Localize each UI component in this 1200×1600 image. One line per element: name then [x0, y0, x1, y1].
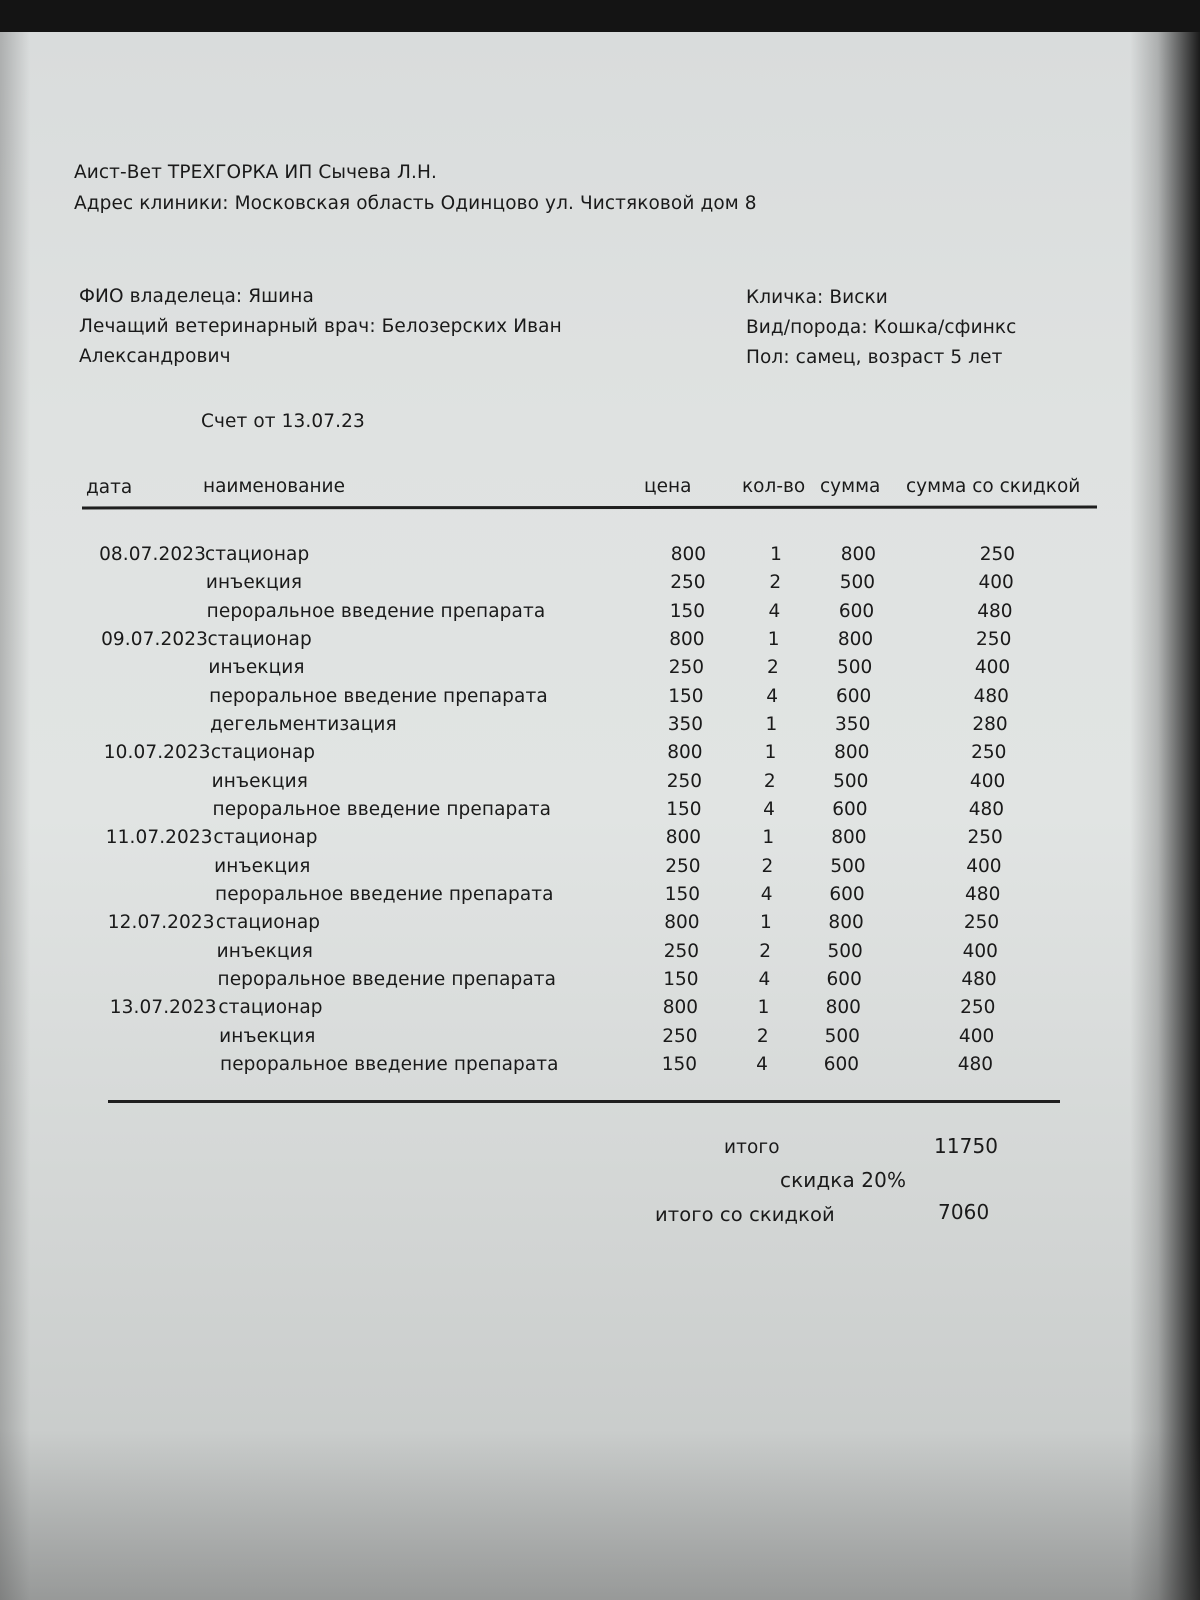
row-sum: 500 [830, 855, 866, 877]
row-qty: 1 [757, 997, 770, 1019]
table-row [0, 572, 1200, 600]
row-qty: 4 [766, 685, 778, 707]
row-sum: 600 [829, 884, 865, 905]
row-discounted-sum: 480 [965, 884, 1001, 905]
row-discounted-sum: 250 [963, 912, 1000, 934]
row-sum: 600 [823, 1054, 859, 1075]
row-discounted-sum: 400 [969, 770, 1006, 792]
row-name: инъекция [211, 770, 308, 792]
table-row [0, 601, 1200, 629]
row-qty: 2 [763, 770, 776, 792]
row-name: стационар [207, 629, 312, 650]
row-name: инъекция [214, 855, 311, 877]
header-qty: кол-во [742, 476, 806, 497]
row-qty: 4 [758, 969, 771, 990]
table-row [0, 742, 1200, 770]
row-price: 250 [663, 940, 699, 962]
row-qty: 2 [756, 1025, 769, 1047]
row-sum: 600 [835, 685, 872, 707]
row-name: дегельментизация [210, 714, 397, 735]
row-qty: 1 [762, 827, 775, 849]
row-qty: 2 [766, 657, 779, 679]
row-qty: 1 [759, 912, 772, 934]
row-discounted-sum: 480 [977, 600, 1013, 622]
header-rule [82, 506, 1097, 510]
row-qty: 2 [769, 572, 782, 594]
header-date: дата [86, 477, 133, 498]
row-date: 13.07.2023 [109, 997, 217, 1019]
row-qty: 4 [768, 600, 781, 622]
row-price: 150 [661, 1054, 697, 1075]
total-label: итого [724, 1137, 780, 1158]
row-discounted-sum: 400 [966, 855, 1002, 877]
row-name: инъекция [219, 1025, 316, 1047]
row-discounted-sum: 480 [961, 969, 997, 990]
row-name: пероральное введение препарата [217, 969, 557, 990]
row-discounted-sum: 480 [968, 799, 1004, 820]
row-discounted-sum: 250 [967, 827, 1003, 849]
row-qty: 4 [756, 1054, 768, 1075]
row-name: инъекция [216, 940, 313, 962]
table-row [0, 1026, 1200, 1054]
row-qty: 1 [770, 544, 782, 565]
row-sum: 350 [835, 714, 871, 735]
row-qty: 2 [761, 855, 774, 877]
row-discounted-sum: 250 [979, 544, 1015, 565]
row-sum: 600 [838, 600, 875, 622]
pet-sex-age: Пол: самец, возраст 5 лет [746, 347, 1003, 368]
header-price: цена [644, 476, 692, 497]
row-name: стационар [210, 742, 316, 764]
row-discounted-sum: 480 [973, 685, 1009, 707]
header-discounted-sum: сумма со скидкой [906, 476, 1081, 497]
pet-species: Вид/порода: Кошка/сфинкс [746, 317, 1017, 338]
row-qty: 4 [760, 884, 773, 905]
row-price: 800 [664, 912, 700, 934]
table-row [0, 771, 1200, 799]
row-sum: 500 [833, 770, 869, 792]
row-qty: 1 [767, 629, 780, 650]
table-row [0, 969, 1200, 997]
row-name: пероральное введение препарата [206, 600, 546, 622]
row-price: 150 [664, 884, 700, 905]
table-row [0, 629, 1200, 657]
doctor-name-continued: Александрович [79, 346, 231, 367]
row-date: 08.07.2023 [99, 544, 206, 565]
row-sum: 500 [839, 572, 876, 594]
row-price: 150 [668, 685, 704, 707]
row-discounted-sum: 250 [971, 742, 1007, 764]
clinic-address: Адрес клиники: Московская область Одинцово ул. Чистяковой дом 8 [74, 193, 757, 214]
row-discounted-sum: 480 [957, 1054, 993, 1075]
pet-nickname: Кличка: Виски [746, 287, 888, 308]
row-date: 12.07.2023 [107, 912, 215, 934]
owner-name: ФИО владелеца: Яшина [79, 286, 314, 307]
row-price: 150 [669, 600, 705, 622]
row-name: стационар [213, 827, 318, 849]
table-row [0, 997, 1200, 1025]
clinic-name: Аист-Вет ТРЕХГОРКА ИП Сычева Л.Н. [74, 162, 437, 183]
row-sum: 800 [825, 997, 861, 1019]
row-name: стационар [215, 912, 321, 934]
invoice-title: Счет от 13.07.23 [201, 411, 365, 432]
row-price: 800 [669, 629, 705, 650]
row-sum: 800 [834, 742, 870, 764]
table-row [0, 856, 1200, 884]
row-sum: 500 [827, 940, 863, 962]
row-name: инъекция [205, 572, 303, 594]
row-sum: 600 [826, 969, 862, 990]
table-row [0, 884, 1200, 912]
row-price: 150 [663, 969, 699, 990]
row-sum: 500 [824, 1025, 860, 1047]
row-price: 250 [668, 657, 704, 679]
row-sum: 800 [831, 827, 867, 849]
table-row [0, 827, 1200, 855]
row-name: стационар [218, 997, 323, 1019]
row-discounted-sum: 250 [976, 629, 1012, 650]
row-discounted-sum: 250 [960, 997, 996, 1019]
table-row [0, 799, 1200, 827]
row-discounted-sum: 400 [958, 1025, 995, 1047]
table-row [0, 686, 1200, 714]
row-price: 800 [662, 997, 698, 1019]
row-price: 800 [667, 742, 703, 764]
row-price: 800 [665, 827, 701, 849]
row-qty: 2 [759, 940, 771, 962]
row-price: 800 [670, 544, 706, 565]
discount-label: скидка 20% [780, 1168, 907, 1192]
row-name: пероральное введение препарата [215, 884, 554, 905]
row-name: инъекция [208, 657, 305, 679]
row-price: 250 [665, 855, 701, 877]
row-price: 250 [670, 572, 706, 594]
row-price: 150 [666, 799, 702, 820]
row-discounted-sum: 400 [962, 940, 998, 962]
table-row [0, 912, 1200, 940]
table-row [0, 657, 1200, 685]
row-sum: 800 [840, 544, 876, 565]
row-date: 10.07.2023 [103, 742, 211, 764]
table-row [0, 544, 1200, 572]
discounted-total-value: 7060 [938, 1200, 990, 1224]
row-name: пероральное введение препарата [220, 1054, 559, 1075]
row-sum: 800 [828, 912, 864, 934]
row-qty: 1 [765, 714, 778, 735]
table-row [0, 941, 1200, 969]
total-value: 11750 [934, 1134, 999, 1158]
row-discounted-sum: 400 [974, 657, 1011, 679]
header-sum: сумма [820, 476, 881, 497]
row-price: 250 [666, 770, 702, 792]
row-date: 11.07.2023 [105, 827, 213, 849]
row-date: 09.07.2023 [101, 629, 208, 650]
row-discounted-sum: 280 [972, 714, 1008, 735]
row-price: 350 [667, 714, 703, 735]
table-row [0, 714, 1200, 742]
row-qty: 4 [763, 799, 775, 820]
doctor-name: Лечащий ветеринарный врач: Белозерских Иван [79, 316, 562, 337]
row-qty: 1 [764, 742, 777, 764]
row-sum: 500 [836, 657, 873, 679]
row-name: пероральное введение препарата [209, 685, 548, 707]
row-sum: 800 [837, 629, 874, 650]
footer-rule [108, 1100, 1060, 1103]
row-discounted-sum: 400 [978, 572, 1014, 594]
row-sum: 600 [832, 799, 868, 820]
header-name: наименование [203, 476, 345, 497]
discounted-total-label: итого со скидкой [655, 1203, 835, 1226]
row-name: стационар [205, 544, 310, 565]
row-price: 250 [662, 1025, 698, 1047]
table-row [0, 1054, 1200, 1082]
row-name: пероральное введение препарата [212, 799, 552, 820]
